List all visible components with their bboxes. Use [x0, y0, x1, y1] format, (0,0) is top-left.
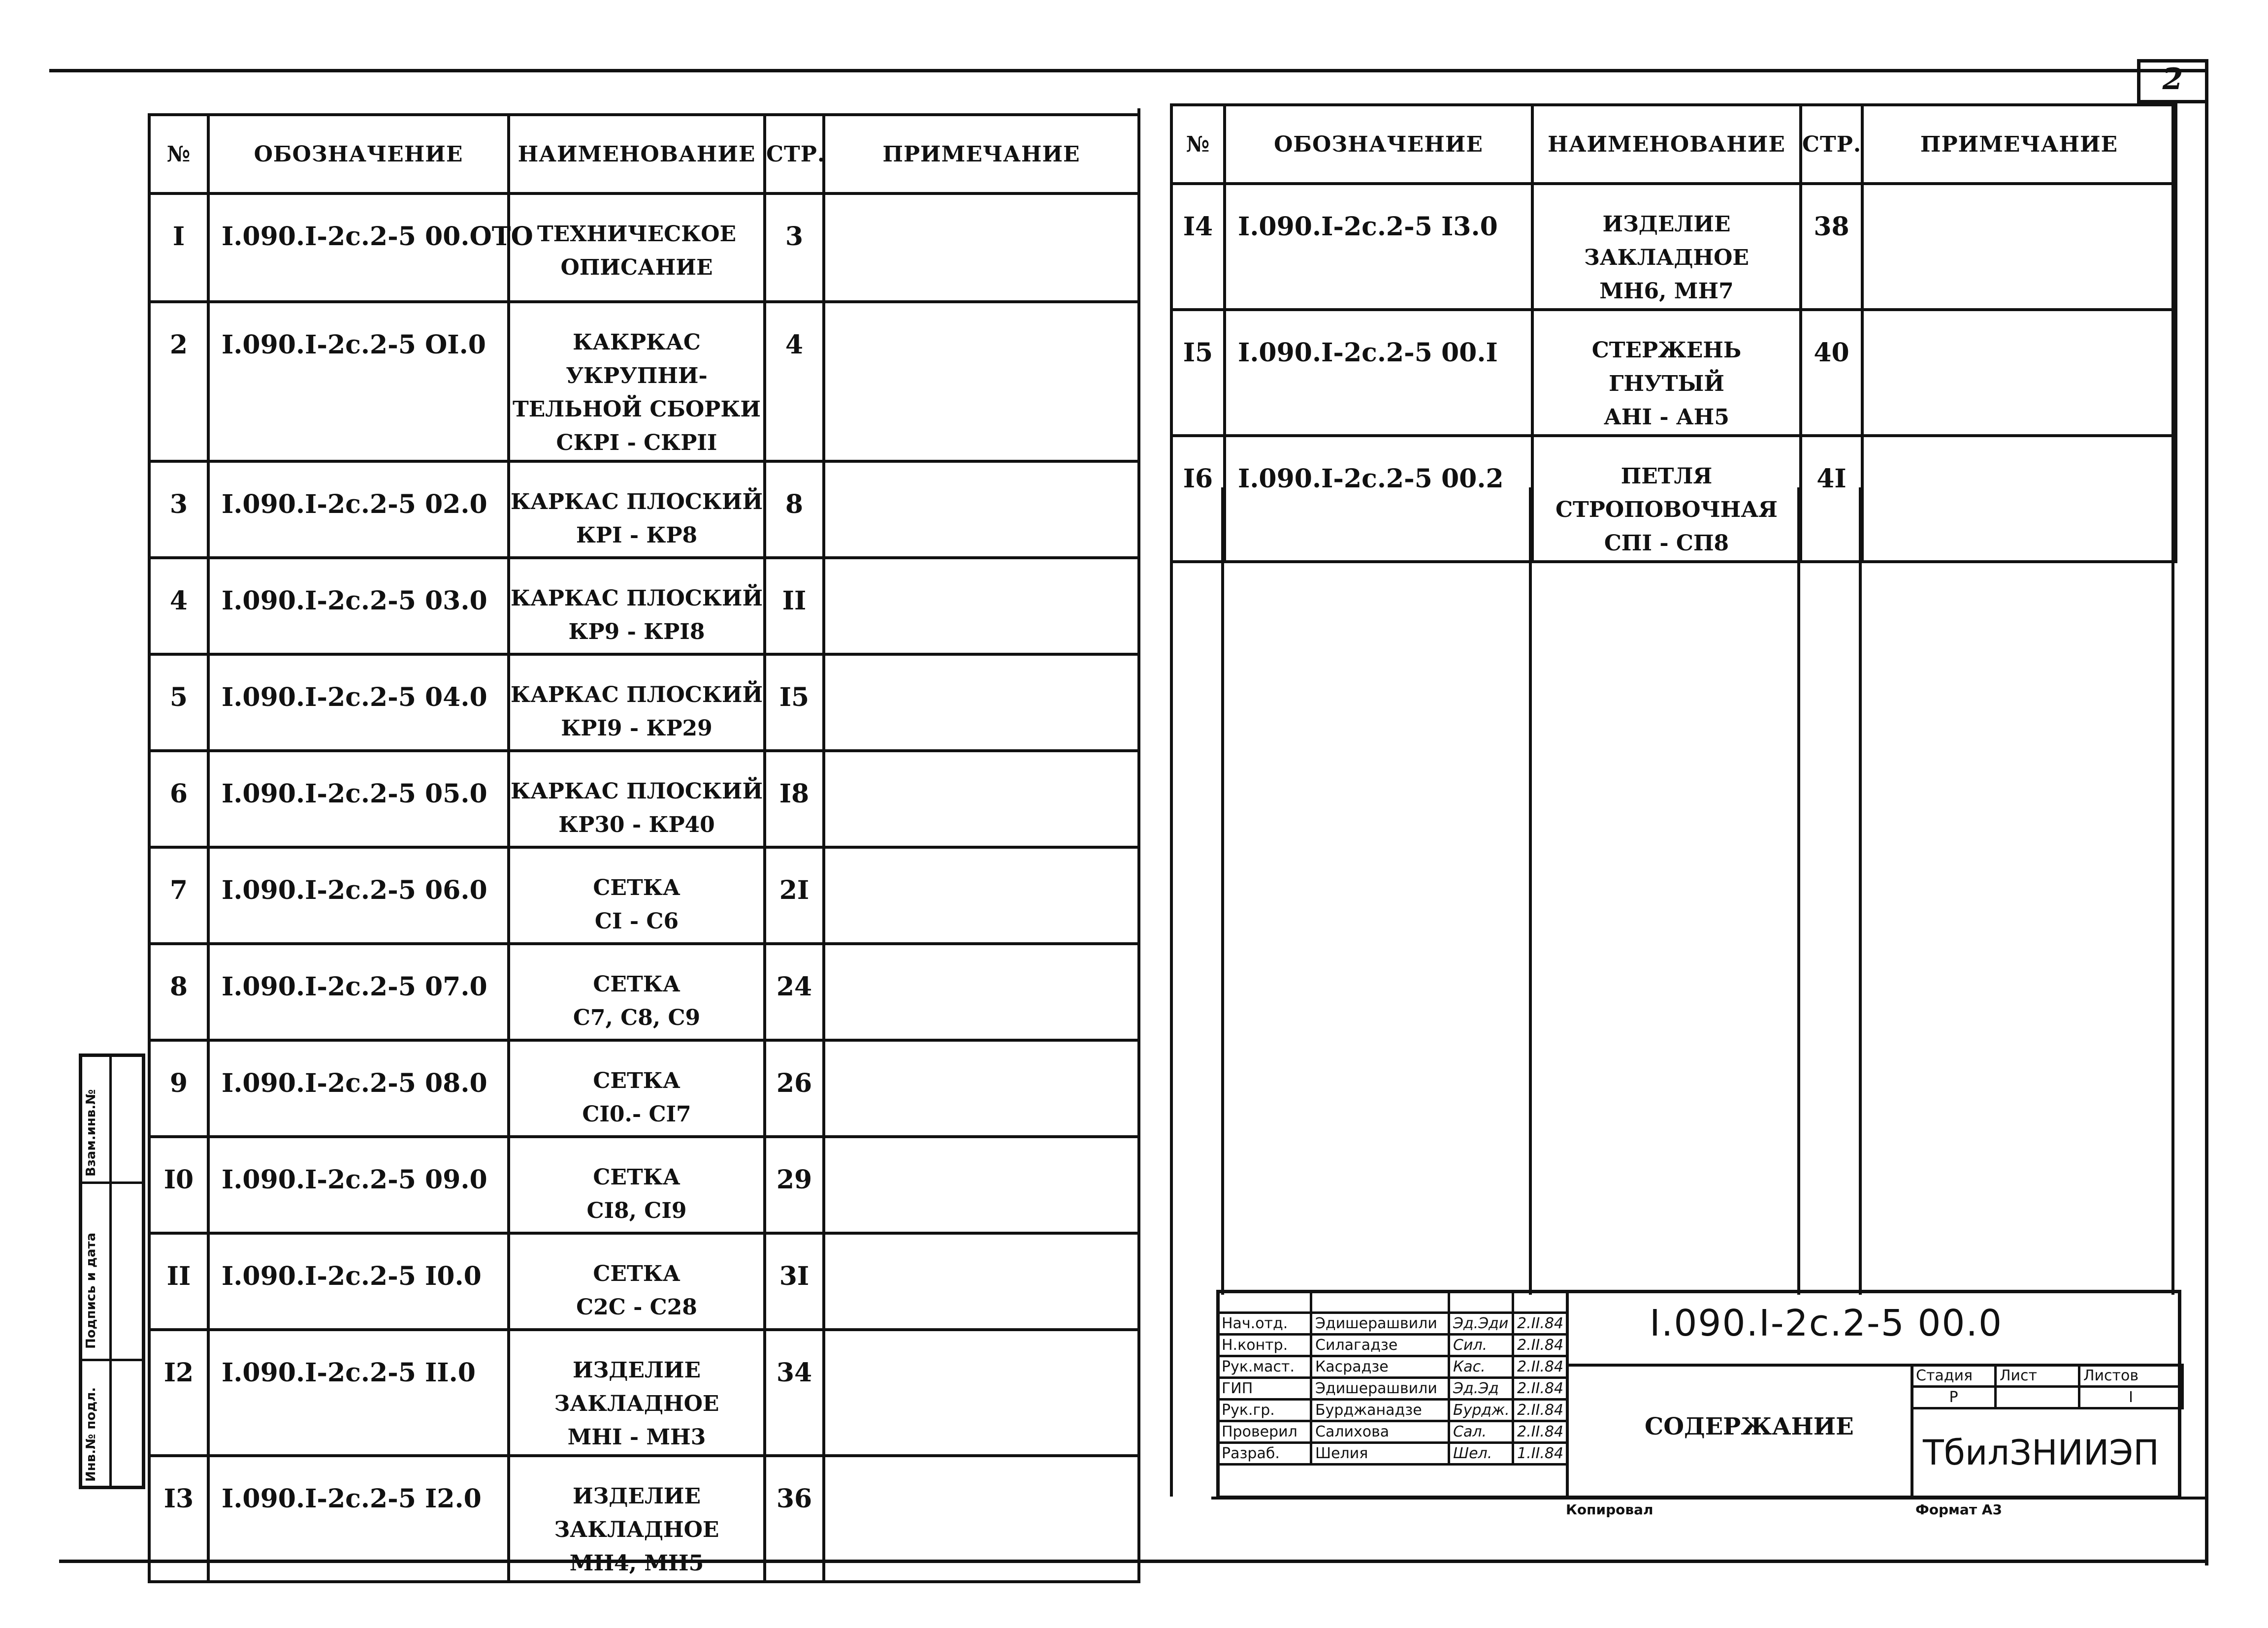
row-designation: I.090.I-2c.2-5 II.0	[208, 1330, 509, 1456]
table-row	[149, 1456, 1139, 1582]
row-page: 24	[765, 944, 824, 1040]
row-designation: I.090.I-2c.2-5 08.0	[208, 1040, 509, 1137]
row-designation: I.090.I-2c.2-5 I0.0	[208, 1233, 509, 1330]
row-designation: I.090.I-2c.2-5 07.0	[208, 944, 509, 1040]
table-row	[149, 847, 1139, 944]
table-row	[149, 1040, 1139, 1137]
signatory-name: Эдишерашвили	[1311, 1378, 1449, 1400]
row-name-line: АНI - АН5	[1604, 405, 1729, 430]
signatory-row	[1218, 1356, 1567, 1378]
signatory-role: Рук.маст.	[1218, 1356, 1311, 1378]
table-row	[149, 193, 1139, 302]
row-name	[509, 1330, 765, 1456]
row-name-line: СI0.- СI7	[582, 1102, 691, 1127]
right-col-line	[1859, 487, 1862, 1295]
signatory-signature: Кас.	[1449, 1356, 1513, 1378]
row-name-line: КР9 - КРI8	[568, 619, 705, 644]
table-row	[149, 558, 1139, 654]
row-page: 34	[765, 1330, 824, 1456]
sheets-value: I	[2079, 1387, 2183, 1408]
row-name	[509, 461, 765, 558]
row-number: 5	[149, 654, 208, 751]
table-row	[149, 302, 1139, 461]
row-name-line: ТЕХНИЧЕСКОЕ	[537, 222, 737, 247]
row-note	[824, 461, 1139, 558]
row-number: 6	[149, 751, 208, 847]
row-name-line: С7, С8, С9	[573, 1005, 701, 1030]
sheet-label: Лист	[1996, 1365, 2079, 1387]
row-designation: I.090.I-2c.2-5 I2.0	[208, 1456, 509, 1582]
side-label-replace: Взам.инв.№	[84, 1089, 98, 1177]
col-header-page: СТР.	[1801, 105, 1862, 184]
row-designation: I.090.I-2c.2-5 04.0	[208, 654, 509, 751]
organization-name: ТбилЗНИИЭП	[1923, 1433, 2159, 1473]
row-page: 8	[765, 461, 824, 558]
signatory-signature: Бурдж.	[1449, 1400, 1513, 1421]
row-name-line: КАРКАС ПЛОСКИЙ	[510, 682, 763, 707]
signatory-signature: Эд.Эд	[1449, 1378, 1513, 1400]
row-name-line: КАРКАС ПЛОСКИЙ	[510, 586, 763, 611]
side-stamp-vline	[109, 1053, 112, 1489]
row-note	[824, 847, 1139, 944]
signatory-role: Н.контр.	[1218, 1335, 1311, 1356]
row-page: 3	[765, 193, 824, 302]
row-note	[1862, 184, 2176, 310]
row-note	[824, 193, 1139, 302]
col-header-note: ПРИМЕЧАНИЕ	[1862, 105, 2176, 184]
signatory-row	[1218, 1421, 1567, 1443]
signatory-signature: Эд.Эди	[1449, 1313, 1513, 1335]
table-row	[149, 461, 1139, 558]
row-name-line: ТЕЛЬНОЙ СБОРКИ	[513, 397, 761, 422]
row-name-line: СI - С6	[594, 909, 679, 934]
signatory-role: Рук.гр.	[1218, 1400, 1311, 1421]
sheet-value	[1996, 1387, 2079, 1408]
signatory-signature: Сал.	[1449, 1421, 1513, 1443]
row-name-line: ИЗДЕЛИЕ ЗАКЛАДНОЕ	[554, 1484, 719, 1542]
row-name-line: КР30 - КР40	[558, 812, 715, 837]
row-name-line: С2С - С28	[576, 1295, 697, 1320]
row-name	[509, 302, 765, 461]
col-header-name: НАИМЕНОВАНИЕ	[1532, 105, 1801, 184]
signatory-date: 2.II.84	[1513, 1421, 1567, 1443]
stage-label: Стадия	[1912, 1365, 1996, 1387]
signatory-signature: Шел.	[1449, 1443, 1513, 1465]
row-designation: I.090.I-2c.2-5 OI.0	[208, 302, 509, 461]
signatory-date: 2.II.84	[1513, 1335, 1567, 1356]
table-gap-line	[1137, 108, 1140, 1497]
col-header-page: СТР.	[765, 115, 824, 193]
col-header-name: НАИМЕНОВАНИЕ	[509, 115, 765, 193]
row-name-line: ПЕТЛЯ СТРОПОВОЧНАЯ	[1555, 464, 1778, 522]
row-number: 9	[149, 1040, 208, 1137]
row-designation: I.090.I-2c.2-5 09.0	[208, 1137, 509, 1233]
side-stamp-hline	[79, 1359, 145, 1361]
row-number: I5	[1171, 310, 1225, 436]
row-note	[1862, 310, 2176, 436]
row-name	[1532, 436, 1801, 562]
copied-label: Копировал	[1566, 1501, 1653, 1518]
table-row	[1171, 436, 2176, 562]
row-name	[1532, 184, 1801, 310]
row-name-line: СЕТКА	[593, 1165, 680, 1190]
row-designation: I.090.I-2c.2-5 00.I	[1225, 310, 1532, 436]
side-stamp-hline	[79, 1181, 145, 1184]
signatory-row	[1218, 1335, 1567, 1356]
stage-value: Р	[1912, 1387, 1996, 1408]
row-name-line: КАКРКАС УКРУПНИ-	[566, 330, 708, 388]
row-number: 4	[149, 558, 208, 654]
col-header-designation: ОБОЗНАЧЕНИЕ	[208, 115, 509, 193]
row-name-line: ОПИСАНИЕ	[560, 255, 713, 280]
row-name	[509, 944, 765, 1040]
right-col-line	[1529, 487, 1532, 1295]
right-contents-table	[1170, 103, 2177, 563]
col-header-designation: ОБОЗНАЧЕНИЕ	[1225, 105, 1532, 184]
row-name-line: СТЕРЖЕНЬ ГНУТЫЙ	[1591, 338, 1742, 396]
row-name	[509, 1137, 765, 1233]
row-number: I2	[149, 1330, 208, 1456]
row-number: I4	[1171, 184, 1225, 310]
row-name-line: КРI - КР8	[576, 523, 698, 548]
row-page: 4I	[1801, 436, 1862, 562]
row-number: I6	[1171, 436, 1225, 562]
row-name-line: МН4, МН5	[569, 1551, 704, 1576]
signatory-row	[1218, 1313, 1567, 1335]
row-name-line: МН6, МН7	[1599, 279, 1734, 304]
signatory-name: Касрадзе	[1311, 1356, 1449, 1378]
row-note	[824, 1137, 1139, 1233]
signatory-date: 2.II.84	[1513, 1356, 1567, 1378]
row-note	[824, 654, 1139, 751]
row-page: 40	[1801, 310, 1862, 436]
row-page: II	[765, 558, 824, 654]
row-note	[824, 1456, 1139, 1582]
signatory-name: Салихова	[1311, 1421, 1449, 1443]
row-page: I8	[765, 751, 824, 847]
row-number: 8	[149, 944, 208, 1040]
document-title: СОДЕРЖАНИЕ	[1645, 1413, 1854, 1440]
row-note	[1862, 436, 2176, 562]
row-name-line: СЕТКА	[593, 875, 680, 900]
row-designation: I.090.I-2c.2-5 I3.0	[1225, 184, 1532, 310]
row-note	[824, 1330, 1139, 1456]
row-name-line: ИЗДЕЛИЕ ЗАКЛАДНОЕ	[554, 1358, 719, 1416]
row-page: 38	[1801, 184, 1862, 310]
signatory-date: 2.II.84	[1513, 1378, 1567, 1400]
signatory-name: Шелия	[1311, 1443, 1449, 1465]
signatory-name: Силагадзе	[1311, 1335, 1449, 1356]
row-page: I5	[765, 654, 824, 751]
row-number: 7	[149, 847, 208, 944]
table-row	[1171, 184, 2176, 310]
row-name	[509, 751, 765, 847]
side-label-sign: Подпись и дата	[84, 1232, 98, 1349]
row-name-line: СПI - СП8	[1604, 531, 1729, 556]
signatory-role: Проверил	[1218, 1421, 1311, 1443]
row-note	[824, 302, 1139, 461]
signatory-name: Бурджанадзе	[1311, 1400, 1449, 1421]
col-header-no: №	[1171, 105, 1225, 184]
row-number: 3	[149, 461, 208, 558]
row-designation: I.090.I-2c.2-5 02.0	[208, 461, 509, 558]
top-border-line	[49, 69, 2206, 72]
format-label: Формат А3	[1915, 1501, 2002, 1518]
row-name	[509, 193, 765, 302]
signatory-date: 2.II.84	[1513, 1313, 1567, 1335]
row-name-line: КАРКАС ПЛОСКИЙ	[510, 489, 763, 514]
row-number: 2	[149, 302, 208, 461]
signatories-table	[1216, 1290, 1568, 1466]
left-contents-table	[148, 113, 1140, 1583]
signatory-row	[1218, 1443, 1567, 1465]
signatory-date: 1.II.84	[1513, 1443, 1567, 1465]
row-name-line: СЕТКА	[593, 1068, 680, 1093]
table-row	[149, 1233, 1139, 1330]
row-page: 36	[765, 1456, 824, 1582]
col-header-note: ПРИМЕЧАНИЕ	[824, 115, 1139, 193]
right-col-line	[1221, 487, 1224, 1295]
row-number: I0	[149, 1137, 208, 1233]
row-number: I3	[149, 1456, 208, 1582]
signatory-name: Эдишерашвили	[1311, 1313, 1449, 1335]
row-name	[509, 847, 765, 944]
table-row	[149, 1330, 1139, 1456]
row-page: 3I	[765, 1233, 824, 1330]
col-header-no: №	[149, 115, 208, 193]
table-row	[1171, 310, 2176, 436]
sheet-number: 2	[2162, 62, 2183, 96]
signatory-date: 2.II.84	[1513, 1400, 1567, 1421]
right-col-line	[1797, 487, 1800, 1295]
row-note	[824, 1233, 1139, 1330]
row-name-line: МНI - МН3	[567, 1425, 706, 1450]
row-name-line: СКРI - СКРII	[556, 430, 717, 455]
row-name-line: КАРКАС ПЛОСКИЙ	[510, 779, 763, 804]
stage-table	[1911, 1364, 2184, 1409]
row-page: 4	[765, 302, 824, 461]
row-name	[1532, 310, 1801, 436]
row-name	[509, 654, 765, 751]
signatory-signature: Сил.	[1449, 1335, 1513, 1356]
sheets-label: Листов	[2079, 1365, 2183, 1387]
row-note	[824, 558, 1139, 654]
row-name-line: ИЗДЕЛИЕ ЗАКЛАДНОЕ	[1584, 212, 1749, 270]
row-name	[509, 1456, 765, 1582]
row-note	[824, 944, 1139, 1040]
table-row	[149, 751, 1139, 847]
row-page: 26	[765, 1040, 824, 1137]
row-page: 2I	[765, 847, 824, 944]
row-name-line: СЕТКА	[593, 972, 680, 997]
table-row	[149, 654, 1139, 751]
row-page: 29	[765, 1137, 824, 1233]
row-name-line: КРI9 - КР29	[561, 716, 713, 741]
signatory-role: Нач.отд.	[1218, 1313, 1311, 1335]
row-note	[824, 751, 1139, 847]
row-name-line: СЕТКА	[593, 1261, 680, 1286]
right-col-line	[2171, 103, 2174, 1295]
signatory-role: ГИП	[1218, 1378, 1311, 1400]
signatory-row	[1218, 1378, 1567, 1400]
row-name	[509, 558, 765, 654]
table-row	[149, 1137, 1139, 1233]
row-designation: I.090.I-2c.2-5 03.0	[208, 558, 509, 654]
document-code: I.090.I-2c.2-5 00.0	[1650, 1302, 2003, 1344]
row-designation: I.090.I-2c.2-5 00.OTO	[208, 193, 509, 302]
row-designation: I.090.I-2c.2-5 00.2	[1225, 436, 1532, 562]
row-name	[509, 1040, 765, 1137]
sheet-frame-right	[2205, 59, 2208, 1565]
signatory-role: Разраб.	[1218, 1443, 1311, 1465]
row-designation: I.090.I-2c.2-5 05.0	[208, 751, 509, 847]
row-name	[509, 1233, 765, 1330]
row-number: I	[149, 193, 208, 302]
row-designation: I.090.I-2c.2-5 06.0	[208, 847, 509, 944]
table-row	[149, 944, 1139, 1040]
row-name-line: СI8, СI9	[586, 1198, 687, 1223]
signatory-row	[1218, 1400, 1567, 1421]
side-label-inv: Инв.№ подл.	[84, 1387, 98, 1482]
row-note	[824, 1040, 1139, 1137]
row-number: II	[149, 1233, 208, 1330]
